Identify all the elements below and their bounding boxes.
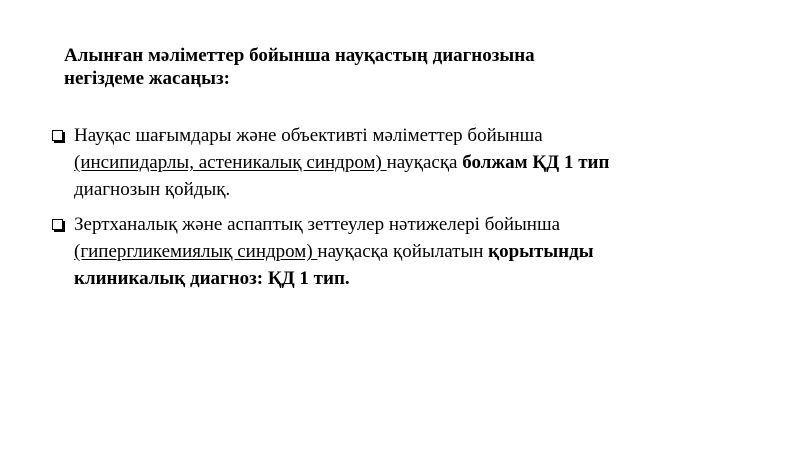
slide-title-line-1: Алынған мәліметтер бойынша науқастың диагнозына bbox=[64, 45, 535, 66]
bullet-1-line-3 bbox=[74, 176, 748, 203]
bullet-2-line-2 bbox=[74, 238, 748, 265]
bullet-1-text: Науқас шағымдары және объективті мәліметтер бойынша bbox=[74, 125, 543, 146]
checkbox-bullet-icon bbox=[52, 219, 63, 230]
bullet-2-line-1 bbox=[74, 211, 748, 238]
bullet-1-line-1 bbox=[74, 122, 748, 149]
bullet-1-syndrome-underlined: (инсипидарлы, астеникалық синдром) bbox=[74, 152, 387, 173]
bullet-1-line-2 bbox=[74, 149, 748, 176]
bullet-2-diagnosis-bold: клиникалық диагноз: ҚД 1 тип. bbox=[74, 268, 350, 289]
bullet-1-text-end: диагнозын қойдық. bbox=[74, 179, 231, 200]
bullet-list bbox=[48, 122, 748, 300]
bullet-2-conclusion-bold: қорытынды bbox=[488, 241, 594, 262]
bullet-2-line-3 bbox=[74, 265, 748, 292]
bullet-1-text-mid: науқасқа bbox=[386, 152, 463, 173]
bullet-2-text: Зертханалық және аспаптық зеттеулер нәтижелері бойынша bbox=[74, 214, 561, 235]
slide-title-line-2: негіздеме жасаңыз: bbox=[64, 68, 230, 89]
checkbox-bullet-icon bbox=[52, 130, 63, 141]
bullet-2-syndrome-underlined: (гипергликемиялық синдром) bbox=[74, 241, 318, 262]
bullet-2-text-mid: науқасқа қойылатын bbox=[317, 241, 489, 262]
bullet-item-1 bbox=[48, 122, 748, 203]
slide-title bbox=[64, 44, 744, 90]
bullet-1-diagnosis-bold: болжам ҚД 1 тип bbox=[462, 152, 610, 173]
bullet-item-2 bbox=[48, 211, 748, 292]
